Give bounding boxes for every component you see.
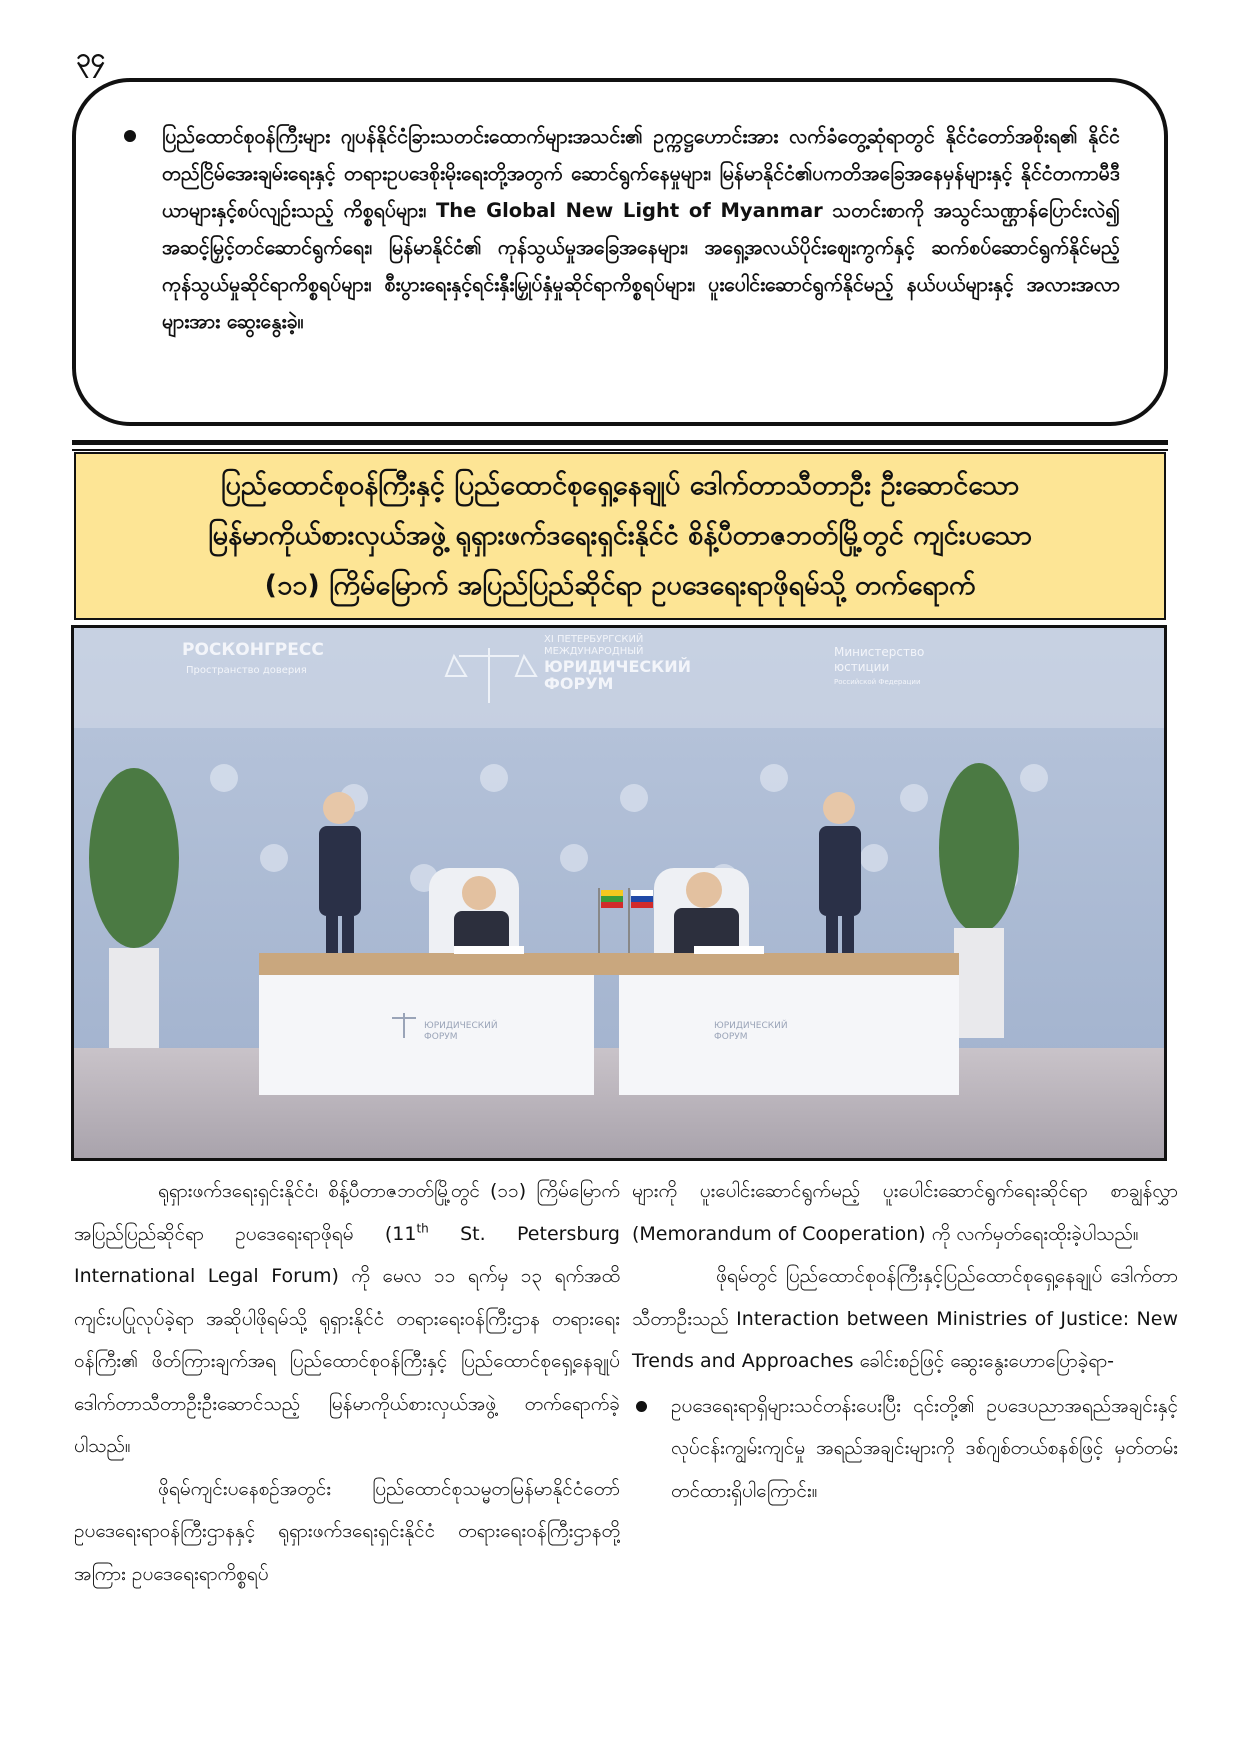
headline-line-3: (၁၁) ကြိမ်မြောက် အပြည်ပြည်ဆိုင်ရာ ဥပဒေရေးရာဖိုရမ်သို့ တက်ရောက် <box>264 570 976 601</box>
banner-center-line2: МЕЖДУНАРОДНЫЙ <box>544 646 644 657</box>
left-paragraph-1-part-b: St. Petersburg International Legal Forum) ကို မေလ ၁၁ ရက်မှ ၁၃ ရက်အထိ ကျင်းပပြုလုပ်ခဲ့ရာ အဆိုပါဖိုရမ်သို့ ရုရှားနိုင်ငံ တရားရေးဝန်ကြီးဌာန တရားရေးဝန်ကြီး၏ ဖိတ်ကြားချက်အရ ပြည်ထောင်စုဝန်ကြီးနှင့် ပြည်ထောင်စုရှေ့နေချုပ် ဒေါက်တာသီတာဦးဦးဆောင်သည့် မြန်မာကိုယ်စားလှယ်အဖွဲ့ တက်ရောက်ခဲ့ပါသည်။ <box>74 1222 620 1457</box>
desk-right-line1: ЮРИДИЧЕСКИЙ <box>714 1021 788 1031</box>
page-number: ၃၄ <box>76 43 106 73</box>
left-paragraph-1 <box>74 1170 620 1468</box>
highlight-bullet-item <box>120 118 1120 340</box>
banner-right-line1: Министерство <box>834 645 925 659</box>
right-column <box>632 1170 1178 1512</box>
banner-center-line3: ЮРИДИЧЕСКИЙ <box>544 657 691 676</box>
headline-line-1: ပြည်ထောင်စုဝန်ကြီးနှင့် ပြည်ထောင်စုရှေ့နေချုပ် ဒေါက်တာသီတာဦး ဦးဆောင်သော <box>220 470 1020 501</box>
right-bullet-item <box>632 1385 1178 1513</box>
desk-right <box>619 975 959 1095</box>
left-column <box>74 1170 620 1595</box>
desk-top <box>259 953 959 975</box>
banner-left-sub: Пространство доверия <box>186 665 307 676</box>
document-right <box>694 946 764 954</box>
left-paragraph-1-part-a: ရုရှားဖက်ဒရေးရှင်းနိုင်ငံ၊ စိန့်ပီတာဇဘတ်မြို့တွင် (၁၁) ကြိမ်မြောက်အပြည်ပြည်ဆိုင်ရာ ဥပဒေရေးရာဖိုရမ် (11 <box>74 1180 620 1245</box>
right-bullet-text: ဥပဒေရေးရာရှိများသင်တန်းပေးပြီး ၎င်းတို့၏ ဥပဒေပညာအရည်အချင်းနှင့် လုပ်ငန်းကျွမ်းကျင်မှု အရည်အချင်းများကို ဒစ်ဂျစ်တယ်စနစ်ဖြင့် မှတ်တမ်းတင်ထားရှိပါကြောင်း။ <box>671 1394 1178 1502</box>
banner-right-line3: Российской Федерации <box>834 678 921 686</box>
divider-thick <box>72 440 1168 445</box>
right-paragraph-1: များကို ပူးပေါင်းဆောင်ရွက်မည့် ပူးပေါင်းဆောင်ရွက်ရေးဆိုင်ရာ စာချွန်လွှာ (Memorandum of Cooperation) ကို လက်မှတ်ရေးထိုးခဲ့ပါသည်။ <box>632 1180 1178 1245</box>
desk-left-line1: ЮРИДИЧЕСКИЙ <box>424 1021 498 1031</box>
headline-box <box>74 452 1166 620</box>
highlight-bullet-box <box>72 78 1168 426</box>
photo-illustration <box>74 628 1164 1158</box>
headline-line-2: မြန်မာကိုယ်စားလှယ်အဖွဲ့ ရုရှားဖက်ဒရေးရှင်းနိုင်ငံ စိန့်ပီတာဇဘတ်မြို့တွင် ကျင်းပသော <box>208 520 1032 551</box>
banner-right-line2: юстиции <box>834 660 890 674</box>
banner-left-title: РОСКОНГРЕСС <box>182 640 324 660</box>
bullet-dot-icon <box>636 1401 647 1412</box>
banner-center-line4: ФОРУМ <box>544 674 614 693</box>
desk-right-line2: ФОРУМ <box>714 1032 748 1042</box>
right-paragraph-2: ဖိုရမ်တွင် ပြည်ထောင်စုဝန်ကြီးနှင့်ပြည်ထောင်စုရှေ့နေချုပ် ဒေါက်တာသီတာဦးသည် Interaction between Ministries of Justice: New Trends and Approaches ခေါင်းစဉ်ဖြင့် ဆွေးနွေးဟောပြောခဲ့ရာ- <box>632 1265 1178 1372</box>
banner-center-line1: XI ПЕТЕРБУРГСКИЙ <box>544 634 644 645</box>
divider-thin <box>72 449 1168 451</box>
left-paragraph-1-superscript: th <box>416 1221 429 1236</box>
left-paragraph-2: ဖိုရမ်ကျင်းပနေစဉ်အတွင်း ပြည်ထောင်စုသမ္မတမြန်မာနိုင်ငံတော် ဥပဒေရေးရာဝန်ကြီးဌာနနှင့် ရုရှားဖက်ဒရေးရှင်းနိုင်ငံ တရားရေးဝန်ကြီးဌာနတို့အကြား ဥပဒေရေးရာကိစ္စရပ် <box>74 1477 620 1585</box>
bullet-dot-icon <box>124 130 136 142</box>
document-left <box>454 946 524 954</box>
highlight-bullet-text: ပြည်ထောင်စုဝန်ကြီးများ ဂျပန်နိုင်ငံခြားသတင်းထောက်များအသင်း၏ ဥက္ကဋ္ဌဟောင်းအား လက်ခံတွေ့ဆုံရာတွင် နိုင်ငံတော်အစိုးရ၏ နိုင်ငံတည်ငြိမ်အေးချမ်းရေးနှင့် တရားဥပဒေစိုးမိုးရေးတို့အတွက် ဆောင်ရွက်နေမှုများ၊ မြန်မာနိုင်ငံ၏ပကတိအခြေအနေမှန်များနှင့် နိုင်ငံတကာမီဒီယာများနှင့်စပ်လျဉ်းသည့် ကိစ္စရပ်များ၊ The Global New Light of Myanmar သတင်းစာကို အသွင်သဏ္ဌာန်ပြောင်းလဲ၍ အဆင့်မြှင့်တင်ဆောင်ရွက်ရေး၊ မြန်မာနိုင်ငံ၏ ကုန်သွယ်မှုအခြေအနေများ၊ အရှေ့အလယ်ပိုင်းဈေးကွက်နှင့် ဆက်စပ်ဆောင်ရွက်နိုင်မည့် ကုန်သွယ်မှုဆိုင်ရာကိစ္စရပ်များ၊ စီးပွားရေးနှင့်ရင်းနှီးမြှုပ်နှံမှုဆိုင်ရာကိစ္စရပ်များ၊ ပူးပေါင်းဆောင်ရွက်နိုင်မည့် နယ်ပယ်များနှင့် အလားအလာများအား ဆွေးနွေးခဲ့။ <box>162 125 1120 333</box>
signing-ceremony-photo <box>71 625 1167 1161</box>
desk-left-line2: ФОРУМ <box>424 1032 458 1042</box>
